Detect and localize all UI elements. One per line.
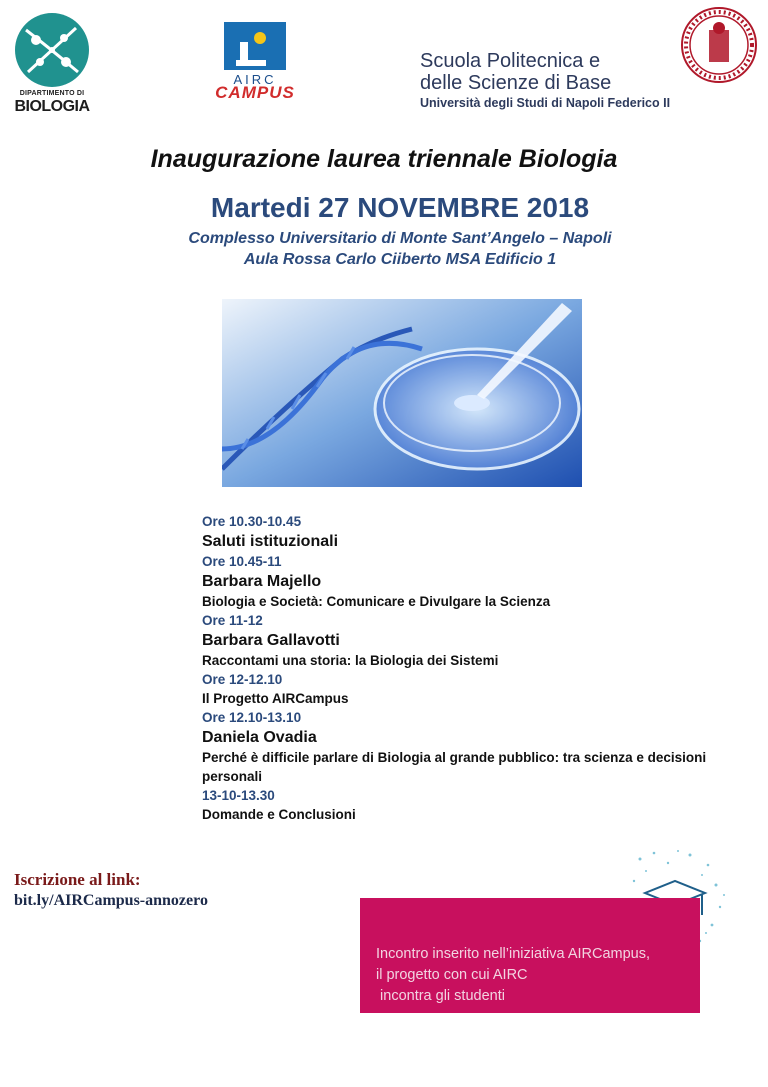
campus-logo-text: CAMPUS <box>215 83 295 102</box>
program-item <box>202 708 722 786</box>
event-venue-line1: Complesso Universitario di Monte Sant’Angelo – Napoli <box>188 230 612 247</box>
biology-logo-line2: BIOLOGIA <box>14 98 90 115</box>
airc-logo-text: AIRC <box>233 72 277 87</box>
dna-globe-icon <box>6 10 98 90</box>
airc-campus-logo <box>210 20 300 110</box>
program-time: Ore 10.45-11 <box>202 554 282 569</box>
info-box-line3: incontra gli studenti <box>376 988 505 1004</box>
program-talk: Raccontami una storia: la Biologia dei Sistemi <box>202 653 499 668</box>
info-box-line1: Incontro inserito nell’iniziativa AIRCampus, <box>376 946 651 962</box>
program-talk: Il Progetto AIRCampus <box>202 691 349 706</box>
program-talk: Perché è difficile parlare di Biologia al grande pubblico: tra scienza e decisioni personali <box>202 750 707 784</box>
event-title: Inaugurazione laurea triennale Biologia <box>150 145 618 173</box>
school-line3: Università degli Studi di Napoli Federico II <box>420 96 671 110</box>
school-line1: Scuola Politecnica e <box>420 50 601 72</box>
program-speaker: Barbara Majello <box>202 573 322 590</box>
program-item <box>202 670 722 708</box>
program-talk: Biologia e Società: Comunicare e Divulgare la Scienza <box>202 594 551 609</box>
event-venue-line2: Aula Rossa Carlo Ciiberto MSA Edificio 1 <box>243 251 557 268</box>
program-speaker: Daniela Ovadia <box>202 729 317 746</box>
program-time: Ore 12.10-13.10 <box>202 710 302 725</box>
aircampus-info-box <box>360 898 700 1013</box>
program-speaker: Saluti istituzionali <box>202 533 339 550</box>
program-schedule <box>202 512 722 824</box>
event-date: Martedi 27 NOVEMBRE 2018 <box>210 192 590 223</box>
program-time: Ore 12-12.10 <box>202 672 283 687</box>
program-time: Ore 11-12 <box>202 613 263 628</box>
program-item <box>202 611 722 670</box>
program-item <box>202 552 722 611</box>
info-box-line2: il progetto con cui AIRC <box>376 967 528 983</box>
program-time: 13-10-13.30 <box>202 788 275 803</box>
school-line2: delle Scienze di Base <box>420 72 612 94</box>
program-item <box>202 786 722 824</box>
seal-icon <box>680 6 758 84</box>
program-talk: Domande e Conclusioni <box>202 807 356 822</box>
biology-logo-line1: DIPARTIMENTO DI <box>19 90 85 97</box>
registration-link[interactable]: bit.ly/AIRCampus-annozero <box>14 892 208 909</box>
registration-label: Iscrizione al link: <box>14 870 141 889</box>
dna-petri-dish-photo <box>222 299 582 487</box>
program-speaker: Barbara Gallavotti <box>202 632 340 649</box>
airc-emblem-icon <box>210 20 300 72</box>
program-item <box>202 512 722 552</box>
program-time: Ore 10.30-10.45 <box>202 514 302 529</box>
university-seal <box>680 6 758 84</box>
biology-department-logo <box>6 10 98 120</box>
